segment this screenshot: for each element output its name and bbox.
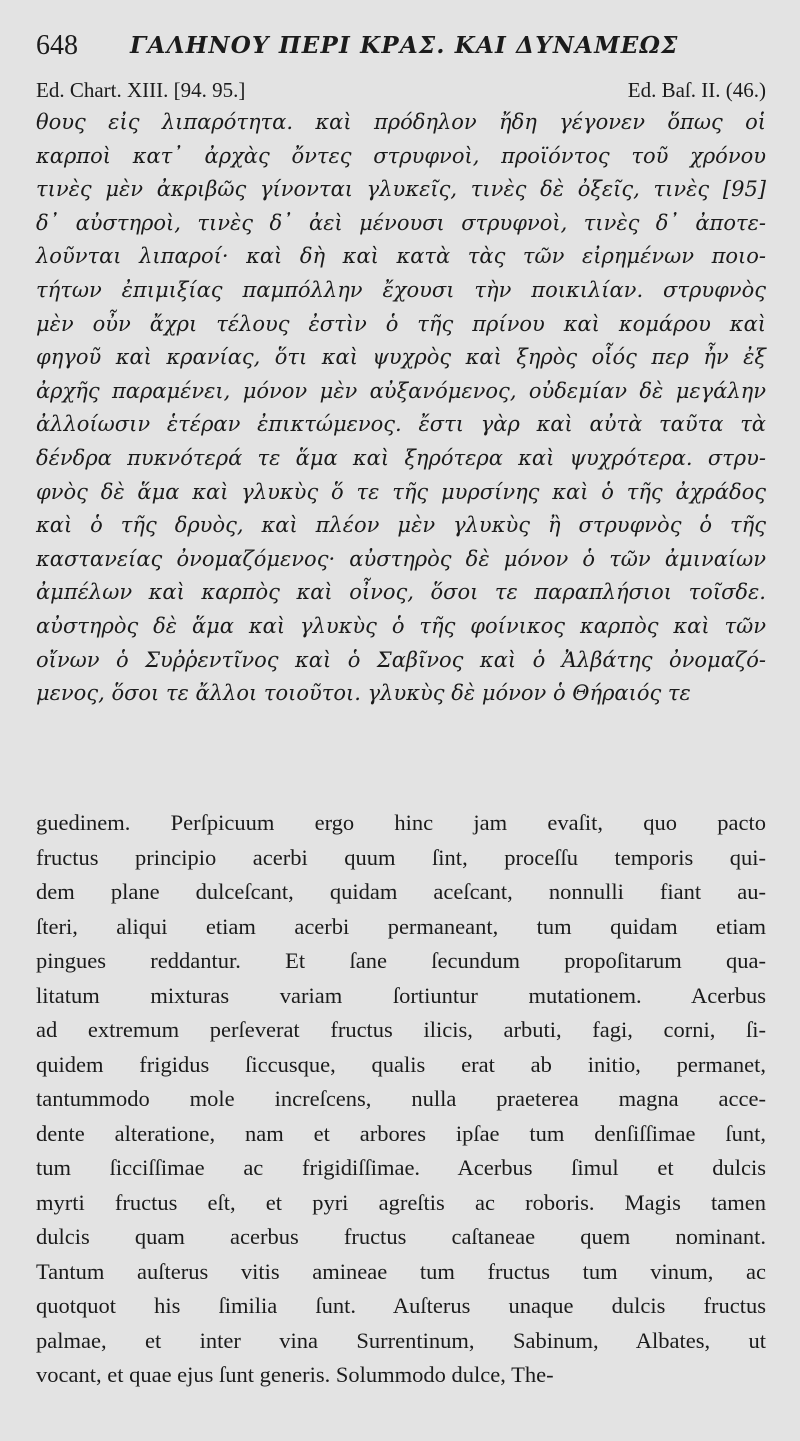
greek-line: ἀλλοίωσιν ἑτέραν ἐπικτώμενος. ἔστι γὰρ καὶ αὐτὰ ταῦτα τὰ (36, 412, 766, 437)
latin-line: palmae, et inter vina Surrentinum, Sabinum, Albates, ut (36, 1327, 766, 1353)
greek-line: φηγοῦ καὶ κρανίας, ὅτι καὶ ψυχρὸς καὶ ξηρὸς οἷός περ ἦν ἐξ (36, 345, 766, 370)
greek-line: οἴνων ὁ Συῤῥεντῖνος καὶ ὁ Σαβῖνος καὶ ὁ Ἀλβάτης ὀνομαζό- (36, 647, 766, 672)
latin-line: quotquot his ſimilia ſunt. Auſterus unaque dulcis fructus (36, 1293, 766, 1318)
greek-line: δ᾽ αὐστηροὶ, τινὲς δ᾽ ἀεὶ μένουσι στρυφνοὶ, τινὲς δ᾽ ἀποτε- (36, 210, 766, 235)
latin-line: myrti fructus eſt, et pyri agreſtis ac roboris. Magis tamen (36, 1189, 766, 1215)
greek-line: τινὲς μὲν ἀκριβῶς γίνονται γλυκεῖς, τινὲς δὲ ὀξεῖς, τινὲς [95] (36, 177, 766, 202)
greek-line: καστανείας ὀνομαζόμενος· αὐστηρὸς δὲ μόνον ὁ τῶν ἀμιναίων (36, 546, 766, 571)
latin-line: pingues reddantur. Et ſane ſecundum propoſitarum qua- (36, 948, 766, 973)
greek-text-block (36, 106, 766, 711)
latin-line: ſteri, aliqui etiam acerbi permaneant, tum quidam etiam (36, 913, 766, 939)
greek-line: μενος, ὅσοι τε ἄλλοι τοιοῦτοι. γλυκὺς δὲ μόνον ὁ Θήραιός τε (36, 681, 691, 706)
latin-line: quidem frigidus ſiccusque, qualis erat ab initio, permanet, (36, 1051, 766, 1077)
running-title: ΓΑΛΗΝΟΥ ΠΕΡΙ ΚΡΑΣ. ΚΑΙ ΔΥΝΑΜΕΩΣ (130, 32, 679, 59)
latin-line: guedinem. Perſpicuum ergo hinc jam evaſit, quo pacto (36, 810, 766, 835)
greek-line: μὲν οὖν ἄχρι τέλους ἐστὶν ὁ τῆς πρίνου καὶ κομάρου καὶ (36, 311, 766, 336)
greek-line: λοῦνται λιπαροί· καὶ δὴ καὶ κατὰ τὰς τῶν εἰρημένων ποιο- (36, 244, 766, 269)
edition-line (36, 78, 766, 106)
latin-line: litatum mixturas variam ſortiuntur mutationem. Acerbus (36, 982, 766, 1008)
greek-line: αὐστηρὸς δὲ ἅμα καὶ γλυκὺς ὁ τῆς φοίνικος καρπὸς καὶ τῶν (36, 613, 766, 638)
edition-basel-reference: Ed. Baſ. II. (46.) (627, 78, 766, 102)
latin-line: tantummodo mole increſcens, nulla praeterea magna acce- (36, 1086, 766, 1111)
greek-line: ἀμπέλων καὶ καρπὸς καὶ οἶνος, ὅσοι τε παραπλήσιοι τοῖσδε. (36, 580, 766, 605)
latin-line: dente alteratione, nam et arbores ipſae tum denſiſſimae ſunt, (36, 1120, 766, 1146)
latin-text-block (36, 806, 766, 1393)
latin-line: dulcis quam acerbus fructus caſtaneae quem nominant. (36, 1224, 766, 1249)
greek-line: τήτων ἐπιμιξίας παμπόλλην ἔχουσι τὴν ποικιλίαν. στρυφνὸς (36, 277, 766, 302)
latin-line: Tantum auſterus vitis amineae tum fructus tum vinum, ac (36, 1258, 766, 1284)
latin-line: ad extremum perſeverat fructus ilicis, arbuti, fagi, corni, ſi- (36, 1017, 766, 1042)
latin-line: vocant, et quae ejus ſunt generis. Solummodo dulce, The- (36, 1362, 554, 1387)
greek-line: καρποὶ κατ᾽ ἀρχὰς ὄντες στρυφνοὶ, προϊόντος τοῦ χρόνου (36, 143, 766, 168)
latin-line: tum ſicciſſimae ac frigidiſſimae. Acerbus ſimul et dulcis (36, 1155, 766, 1180)
latin-line: dem plane dulceſcant, quidam aceſcant, nonnulli fiant au- (36, 879, 766, 904)
running-head (36, 30, 766, 64)
edition-chart-reference: Ed. Chart. XIII. [94. 95.] (36, 78, 246, 102)
greek-line: δένδρα πυκνότερά τε ἅμα καὶ ξηρότερα καὶ ψυχρότερα. στρυ- (36, 445, 766, 470)
greek-line: θους εἰς λιπαρότητα. καὶ πρόδηλον ἤδη γέγονεν ὅπως οἱ (36, 110, 766, 134)
greek-line: φνὸς δὲ ἅμα καὶ γλυκὺς ὅ τε τῆς μυρσίνης καὶ ὁ τῆς ἀχράδος (36, 479, 766, 504)
page-number: 648 (36, 30, 78, 61)
greek-line: καὶ ὁ τῆς δρυὸς, καὶ πλέον μὲν γλυκὺς ἢ στρυφνὸς ὁ τῆς (36, 513, 766, 538)
latin-line: fructus principio acerbi quum ſint, proceſſu temporis qui- (36, 844, 766, 870)
greek-line: ἀρχῆς παραμένει, μόνον μὲν αὐξανόμενος, οὐδεμίαν δὲ μεγάλην (36, 378, 766, 403)
